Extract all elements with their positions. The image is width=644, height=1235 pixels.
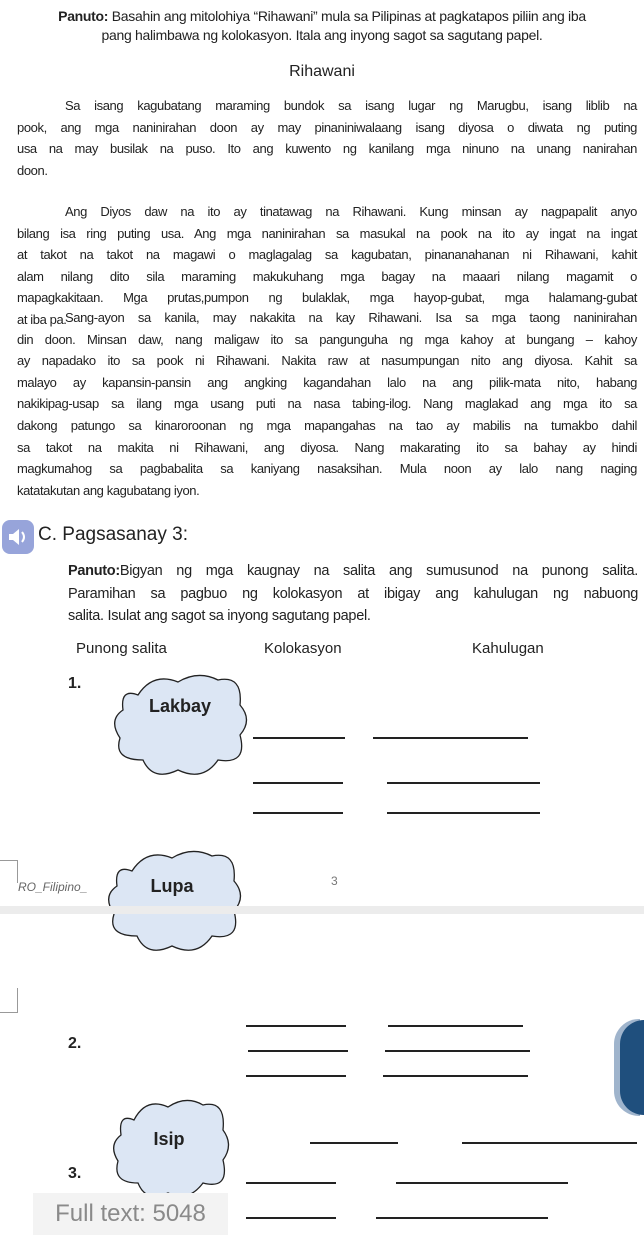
- answer-blank[interactable]: [462, 1142, 637, 1144]
- item-number: 3.: [68, 1165, 82, 1182]
- story-line: mapagkakitaan. Mga prutas,pumpon ng bulaklak, mga hayop-gubat, mga halamang-gubat: [17, 290, 637, 306]
- instructions-text: Bigyan ng mga kaugnay na salita ang sumusunod na punong salita.: [119, 563, 638, 579]
- story-line: Ang Diyos daw na ito ay tinatawag na Rihawani. Kung minsan ay nagpapalit anyo: [65, 204, 637, 219]
- page-break: [0, 906, 644, 914]
- answer-blank[interactable]: [396, 1182, 568, 1184]
- answer-blank[interactable]: [387, 812, 540, 814]
- story-line: pook, ang mga naninirahan doon ay may pinaniniwalaang isang diyosa o diwata ng puting: [17, 119, 637, 135]
- story-title: Rihawani: [289, 63, 355, 80]
- cloud-shape: [102, 846, 242, 956]
- story-line: malayo ay kapansin-pansin ang angking kagandahan lalo na ang pilik-mata nito, habang: [17, 374, 637, 390]
- section-title: C. Pagsasanay 3:: [38, 524, 188, 545]
- story-line: at takot na takot na magawi o maglagalag sa kagubatan, pinananahanan ni Rihawani, kahit: [17, 247, 637, 263]
- story-line: doon.: [17, 162, 48, 178]
- answer-blank[interactable]: [246, 1182, 336, 1184]
- page-number: 3: [331, 874, 338, 888]
- story-line: magkumahog sa pagbabalita sa kaniyang nasaksihan. Mula noon ay lalo nang naging: [17, 461, 637, 477]
- floating-action-button[interactable]: [620, 1020, 644, 1115]
- speaker-icon: [2, 520, 34, 554]
- footer-file: RO_Filipino_: [18, 880, 88, 894]
- instructions-text: Basahin ang mitolohiya “Rihawani” mula sa Pilipinas at pagkatapos piliin ang iba: [108, 8, 586, 24]
- answer-blank[interactable]: [253, 812, 343, 814]
- answer-blank[interactable]: [253, 737, 345, 739]
- story-line: usa na may busilak na puso. Ito ang kuwento ng kanilang mga ninuno na unang nanirahan: [17, 141, 637, 157]
- story-line: alam nilang dito sila maraming makukuhang mga bagay na maaari nilang magamit o: [17, 268, 637, 284]
- instructions: [0, 7, 644, 45]
- answer-blank[interactable]: [246, 1025, 346, 1027]
- story-paragraph: [17, 307, 637, 501]
- item-number: 1.: [68, 675, 82, 692]
- story-line: Sa isang kagubatang maraming bundok sa isang lugar ng Marugbu, isang liblib na: [65, 98, 637, 113]
- item-number: 2.: [68, 1035, 82, 1052]
- answer-blank[interactable]: [385, 1050, 530, 1052]
- story-line: sa takot na makita ni Rihawani, ang diyosa. Nang makarating ito sa bahay ay hindi: [17, 439, 637, 455]
- header-kolokasyon: Kolokasyon: [264, 640, 342, 657]
- answer-blank[interactable]: [388, 1025, 523, 1027]
- answer-blank[interactable]: [383, 1075, 528, 1077]
- exercise-instructions: [68, 560, 638, 628]
- instructions-text: pang halimbawa ng kolokasyon. Itala ang inyong sagot sa sagutang papel.: [101, 27, 543, 43]
- instructions-label: Panuto:: [58, 8, 109, 24]
- answer-blank[interactable]: [248, 1050, 348, 1052]
- story-line: din doon. Minsan daw, nang maligaw ito sa pangunguha ng mga kahoy at bungang – kahoy: [17, 331, 637, 347]
- instructions-text: Paramihan sa pagbuo ng kolokasyon at ibigay ang kahulugan ng nabuong: [68, 585, 638, 602]
- audio-button[interactable]: [2, 520, 34, 554]
- answer-blank[interactable]: [310, 1142, 398, 1144]
- header-kahulugan: Kahulugan: [472, 640, 544, 657]
- story-line: nakikipag-usap sa ilang mga usang puti na nasa tabing-ilog. Nang maglakad ang mga ito sa: [17, 396, 637, 412]
- cloud-shape: [108, 670, 252, 780]
- story-line: katatakutan ang kagubatang iyon.: [17, 482, 200, 498]
- story-line: Sang-ayon sa kanila, may nakakita na kay Rihawani. Isa sa mga taong naninirahan: [65, 310, 637, 325]
- answer-blank[interactable]: [373, 737, 528, 739]
- instructions-label: Panuto:: [68, 563, 120, 579]
- instructions-text: salita. Isulat ang sagot sa inyong sagutang papel.: [68, 608, 371, 624]
- story-paragraph: [17, 95, 637, 181]
- page-corner: [0, 860, 18, 883]
- story-line: ay napadako ito sa pook ni Rihawani. Nakita raw at nasumpungan nito ang diyosa. Kahit sa: [17, 353, 637, 369]
- story-line: bilang isa ring puting usa. Ang mga naninirahan sa masukal na pook na ito ay ingat na ingat: [17, 225, 637, 241]
- answer-blank[interactable]: [246, 1075, 346, 1077]
- page-corner: [0, 988, 18, 1013]
- story-line: dakong patungo sa kinaroroonan ng mga mapangahas na tao ay mabilis na tumakbo dahil: [17, 417, 637, 433]
- cloud-shape: [108, 1095, 230, 1195]
- story-line: at iba pa.: [17, 311, 67, 327]
- answer-blank[interactable]: [253, 782, 343, 784]
- answer-blank[interactable]: [246, 1217, 336, 1219]
- answer-blank[interactable]: [387, 782, 540, 784]
- answer-blank[interactable]: [376, 1217, 548, 1219]
- full-text-badge[interactable]: Full text: 5048: [33, 1193, 228, 1235]
- punong-salita-word: Lakbay: [148, 696, 212, 716]
- punong-salita-word: Lupa: [150, 876, 194, 896]
- punong-salita-word: Isip: [153, 1129, 185, 1149]
- header-punong-salita: Punong salita: [76, 640, 167, 657]
